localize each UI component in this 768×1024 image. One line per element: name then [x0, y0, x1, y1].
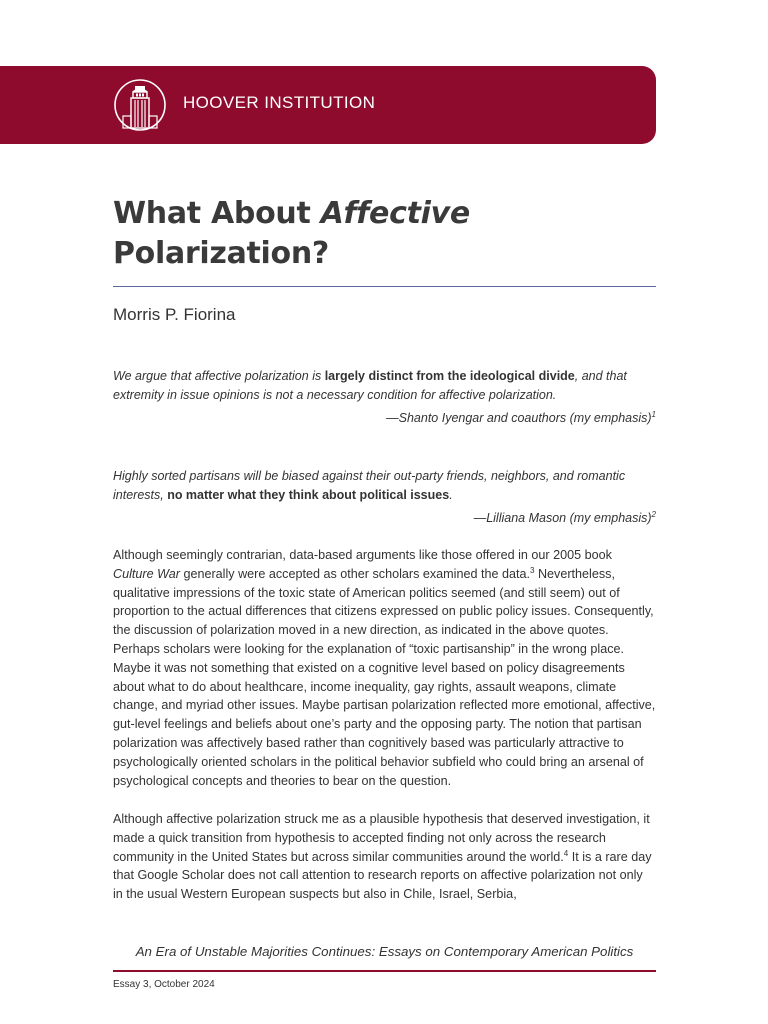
quote-text-after: , and that extremity in issue opinions is not a necessary condition for affective polarization. — [113, 369, 627, 402]
paragraph-text: Although affective polarization struck me as a plausible hypothesis that deserved investigation, it made a quick transition from hypothesis to accepted finding not only across the research community in the United States but across similar communities around the world. — [113, 812, 650, 864]
quote-text — [113, 467, 656, 505]
quote-emphasis: no matter what they think about political issues — [167, 488, 450, 502]
org-name: HOOVER INSTITUTION — [183, 93, 376, 112]
body-paragraph-2 — [113, 810, 656, 904]
attribution-text: —Shanto Iyengar and coauthors (my emphasis) — [386, 411, 652, 426]
quote-text — [113, 367, 656, 405]
paragraph-text: Nevertheless, qualitative impressions of the toxic state of American politics seemed (and still seem) out of proportion to the actual differences that citizens expressed on public policy issues. Consequently, the discussion of polarization moved in a new direction, as indicated in the above quotes. Perhaps scholars were looking for the explanation of “toxic partisanship” in the wrong place. Maybe it was not something that existed on a cognitive level based on policy disagreements about what to do about healthcare, income inequality, gay rights, assault weapons, climate change, and myriad other issues. Maybe partisan polarization reflected more emotional, affective, gut-level feelings and beliefs about one’s party and the opposing party. The notion that partisan polarization was affectively based rather than cognitively based was particularly attractive to psychologically oriented scholars in the political behavior subfield who could bring an arsenal of psychological concepts and theories to bear on the question. — [113, 566, 656, 788]
paragraph-text: Although seemingly contrarian, data-based arguments like those offered in our 2005 book — [113, 548, 612, 562]
footer-divider — [113, 970, 656, 972]
paragraph-text: generally were accepted as other scholars examined the data. — [179, 566, 530, 581]
essay-info: Essay 3, October 2024 — [113, 979, 215, 990]
attribution-text: —Lilliana Mason (my emphasis) — [473, 511, 652, 526]
quote-text-before: We argue that affective polarization is — [113, 369, 325, 383]
quote-emphasis: largely distinct from the ideological divide — [324, 369, 575, 383]
title-italic-word: Affective — [320, 196, 470, 231]
footnote-ref[interactable]: 4 — [563, 848, 569, 858]
quote-text-before: Highly sorted partisans will be biased against their out-party friends, neighbors, and romantic interests, — [113, 469, 626, 502]
header-banner — [0, 66, 656, 144]
epigraph-quote-2 — [113, 467, 656, 528]
title-text-1: What About — [113, 196, 321, 231]
paragraph-text: It is a rare day that Google Scholar does not call attention to research reports on affective polarization not only in the usual Western European suspects but also in Chile, Israel, Serbia, — [113, 849, 652, 902]
hoover-tower-icon — [113, 78, 167, 132]
quote-attribution — [113, 405, 656, 428]
page-title — [113, 194, 656, 274]
footnote-ref[interactable]: 2 — [651, 510, 656, 519]
title-text-2: Polarization? — [113, 236, 330, 271]
author-name: Morris P. Fiorina — [113, 305, 236, 324]
series-title: An Era of Unstable Majorities Continues: Essays on Contemporary American Politics — [135, 944, 634, 959]
body-paragraph-1 — [113, 546, 656, 790]
footnote-ref[interactable]: 1 — [651, 410, 656, 419]
footnote-ref[interactable]: 3 — [530, 565, 535, 575]
book-title: Culture War — [113, 566, 180, 581]
epigraph-quote-1 — [113, 367, 656, 428]
quote-text-after: . — [449, 488, 453, 502]
quote-attribution — [113, 505, 656, 528]
title-divider — [113, 286, 656, 287]
